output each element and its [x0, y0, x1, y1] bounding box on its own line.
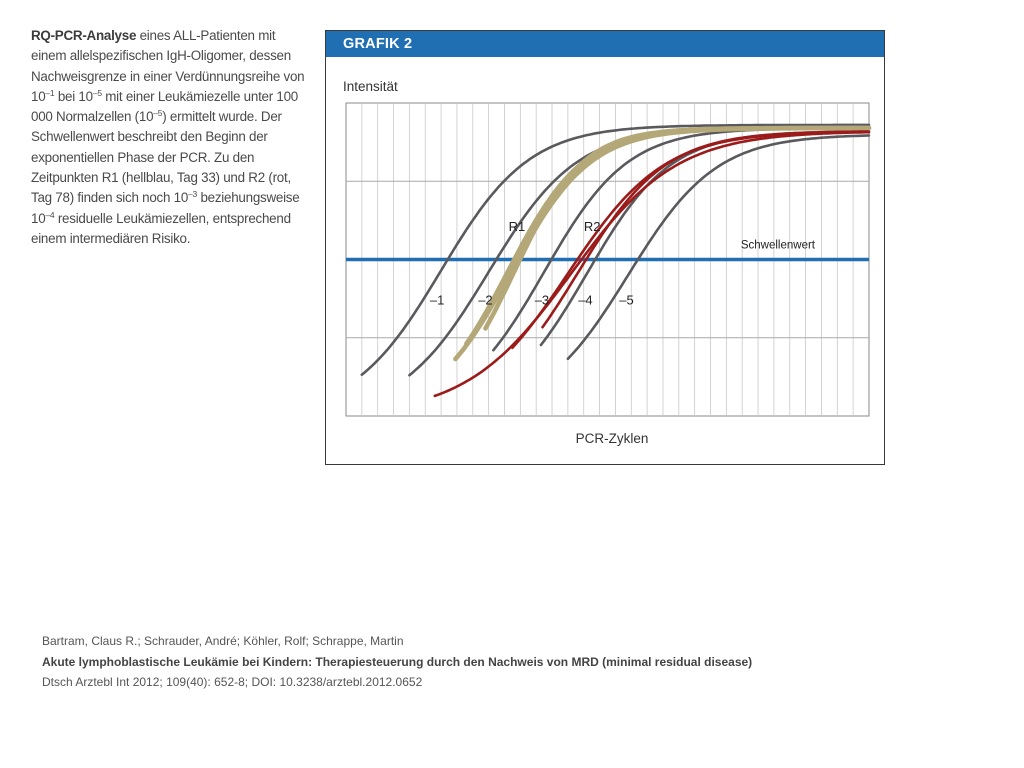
- figure-header: GRAFIK 2: [326, 31, 884, 57]
- curve-r2-a: [435, 132, 869, 396]
- caption-text-4: ) ermittelt wurde. Der Schwellenwert beschreibt den Beginn der exponentiellen Phase der PCR. Zu den Zeitpunkten R1 (hellblau, Tag 33) und R2 (rot, Tag 78) finden sich noch 10: [31, 109, 291, 206]
- series-label-dilution: –3: [534, 292, 550, 308]
- caption-text-5: beziehungsweise 10: [31, 190, 300, 226]
- caption-text-2: bei 10: [54, 88, 93, 104]
- x-axis-label: PCR-Zyklen: [575, 431, 649, 446]
- series-label-r2: R2: [583, 219, 601, 235]
- threshold-group: [346, 240, 869, 260]
- caption-text-6: residuelle Leukämiezellen, entsprechend einem intermediären Risiko.: [31, 210, 291, 246]
- caption-exponent-3: –5: [153, 108, 163, 119]
- citation: [42, 631, 752, 693]
- citation-title: Akute lymphoblastische Leukämie bei Kindern: Therapiesteuerung durch den Nachweis von MRD (minimal residual disease): [42, 654, 753, 669]
- series-label-r1: R1: [508, 219, 526, 235]
- caption-bold-title: RQ-PCR-Analyse: [31, 28, 137, 43]
- curve--5: [568, 136, 869, 359]
- series-label-dilution: –1: [429, 292, 445, 308]
- figure-caption: [31, 26, 309, 249]
- y-axis-label: Intensität: [343, 79, 398, 94]
- series-label-dilution: –5: [619, 292, 634, 308]
- caption-text-3: mit einer Leukämiezelle unter 100 000 Normalzellen (10: [31, 88, 299, 125]
- figure-box: [325, 30, 885, 465]
- series-label-dilution: –2: [478, 292, 493, 308]
- caption-exponent-4: –3: [188, 189, 197, 200]
- caption-exponent-5: –4: [45, 209, 55, 220]
- citation-journal: Dtsch Arztebl Int 2012; 109(40): 652-8; DOI: 10.3238/arztebl.2012.0652: [42, 675, 423, 689]
- citation-authors: Bartram, Claus R.; Schrauder, André; Köhler, Rolf; Schrappe, Martin: [42, 634, 404, 648]
- caption-text-1: eines ALL-Patienten mit einem allelspezifischen IgH-Oligomer, dessen Nachweisgrenze in einer Verdünnungsreihe von 10: [31, 28, 305, 104]
- pcr-chart: [326, 31, 883, 463]
- caption-exponent-2: –5: [92, 87, 102, 98]
- caption-exponent-1: –1: [45, 87, 55, 98]
- series-label-dilution: –4: [578, 292, 593, 308]
- threshold-label: Schwellenwert: [740, 239, 815, 252]
